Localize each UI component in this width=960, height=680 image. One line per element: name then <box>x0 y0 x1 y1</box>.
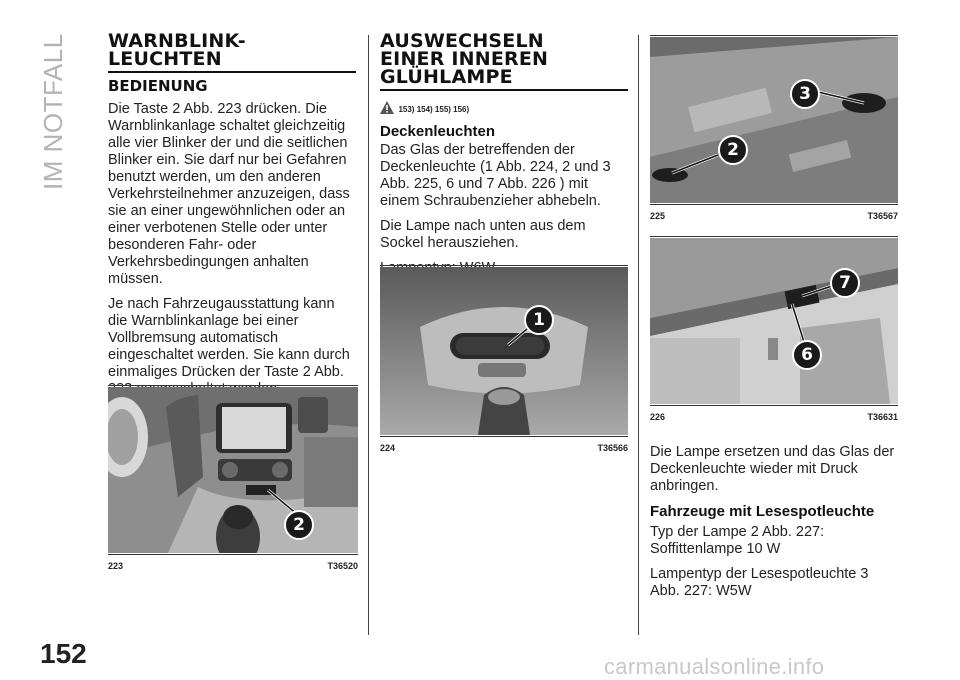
column-divider <box>638 35 639 635</box>
lamp-type-line: Lampentyp der Lesespotleuchte 3 <box>650 566 869 582</box>
heading-warnblink: WARNBLINK- <box>108 30 246 52</box>
paragraph: Die Lampe nach unten aus dem Sockel herausziehen. <box>380 218 586 251</box>
cargo-light-photo <box>650 238 898 404</box>
callout-2: 2 <box>718 135 748 165</box>
lamp-type-line: Abb. 227: W5W <box>650 583 752 599</box>
callout-3: 3 <box>790 79 820 109</box>
figure-223 <box>108 385 358 571</box>
warning-references: 153) 154) 155) 156) <box>398 105 470 114</box>
figure-number: 225 <box>650 211 666 221</box>
column-2 <box>380 32 628 285</box>
paragraph <box>650 566 898 600</box>
figure-226 <box>650 236 898 422</box>
figure-code: T36520 <box>327 561 358 571</box>
heading-rule <box>380 89 628 91</box>
callout-7: 7 <box>830 268 860 298</box>
subheading-lesespotleuchte: Fahrzeuge mit Lesespotleuchte <box>650 503 875 520</box>
heading-rule <box>108 71 356 73</box>
paragraph: Das Glas der betreffenden der Deckenleuchte (1 Abb. 224, 2 und 3 Abb. 225, 6 und 7 Abb. 226 ) mit einem Schraubenzieher abhebeln. <box>380 142 611 209</box>
warning-triangle-icon <box>380 101 394 114</box>
footer-url[interactable]: carmanualsonline.info <box>604 654 825 679</box>
heading-einer-inneren: EINER INNEREN <box>380 48 549 70</box>
figure-caption <box>650 409 898 425</box>
figure-224 <box>380 265 628 453</box>
callout-1: 1 <box>524 305 554 335</box>
body-text <box>380 142 628 277</box>
paragraph <box>650 524 898 558</box>
callout-2: 2 <box>284 510 314 540</box>
heading-leuchten: LEUCHTEN <box>108 48 222 70</box>
figure-code: T36566 <box>597 443 628 453</box>
section-title: IM NOTFALL <box>38 33 68 190</box>
ceiling-lights-photo <box>650 37 898 203</box>
ceiling-light-photo <box>380 267 628 435</box>
figure-number: 226 <box>650 412 666 422</box>
warning-line <box>380 99 628 117</box>
figure-code: T36631 <box>867 412 898 422</box>
figure-caption <box>380 440 628 456</box>
heading-auswechseln: AUSWECHSELN <box>380 30 544 52</box>
subheading-deckenleuchten: Deckenleuchten <box>380 123 496 140</box>
body-text <box>650 444 898 495</box>
body-text <box>650 524 898 600</box>
callout-6: 6 <box>792 340 822 370</box>
figure-caption <box>650 208 898 224</box>
figure-number: 224 <box>380 443 396 453</box>
paragraph: Je nach Fahrzeugausstattung kann die Warnblinkanlage bei einer Vollbremsung automatisch eingeschaltet werden. Sie kann durch einmaliges Drücken der Taste 2 Abb. <box>108 296 350 380</box>
lamp-type-line: Typ der Lampe 2 Abb. 227: <box>650 524 825 540</box>
lamp-type-line: Soffittenlampe 10 W <box>650 541 781 557</box>
paragraph: Die Taste 2 Abb. 223 drücken. Die Warnblinkanlage schaltet gleichzeitig alle vier Blinker der und die seitlichen Blinker ein. Sie darf nur bei Gefahren benutzt werden, um den anderen Verkehrsteilnehmer anzuzeigen, dass sie an einer ungewöhnlichen oder an einer verbotenen Stelle oder unter besonderen Fahr- oder Verkehrsbedingungen anhalten müssen. <box>108 101 350 287</box>
column-1 <box>108 32 356 406</box>
figure-number: 223 <box>108 561 124 571</box>
subheading-bedienung: BEDIENUNG <box>108 77 208 95</box>
dashboard-photo <box>108 387 358 553</box>
paragraph: Die Lampe ersetzen und das Glas der Deckenleuchte wieder mit Druck anbringen. <box>650 444 895 494</box>
figure-code: T36567 <box>867 211 898 221</box>
figure-225 <box>650 35 898 221</box>
body-text <box>108 101 356 398</box>
page-number: 152 <box>40 638 87 669</box>
heading-gluehlampe: GLÜHLAMPE <box>380 66 513 88</box>
figure-caption <box>108 558 358 574</box>
column-3-text <box>650 444 898 608</box>
column-divider <box>368 35 369 635</box>
